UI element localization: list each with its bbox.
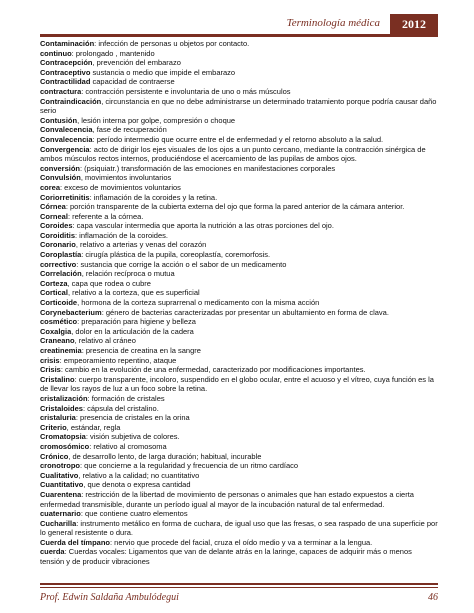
glossary-definition: : que concierne a la regularidad y frecuencia de un ritmo cardíaco bbox=[80, 461, 299, 471]
glossary-definition: : visión subjetiva de colores. bbox=[85, 432, 180, 442]
glossary-term: Coroplastía bbox=[40, 250, 82, 260]
glossary-entry bbox=[40, 432, 438, 442]
glossary-definition: , relativo al cráneo bbox=[74, 336, 136, 346]
glossary-definition: , movimientos involuntarios bbox=[80, 173, 172, 183]
glossary-definition: : Cuerdas vocales: Ligamentos que van de delante atrás en la laringe, capaces de adquirir más o menos tensión y de producir vibraciones bbox=[40, 547, 412, 567]
glossary-entry bbox=[40, 317, 438, 327]
glossary-entry bbox=[40, 183, 438, 193]
glossary-entry bbox=[40, 231, 438, 241]
glossary-entry bbox=[40, 480, 438, 490]
glossary-term: crisis bbox=[40, 355, 60, 365]
glossary-definition: , prevención del embarazo bbox=[92, 58, 181, 68]
glossary-term: Coroides bbox=[40, 221, 73, 231]
glossary-definition: : exceso de movimientos voluntarios bbox=[60, 182, 181, 192]
glossary-entry bbox=[40, 423, 438, 433]
glossary-definition: : prolongado , mantenido bbox=[71, 48, 155, 58]
glossary-definition: : cuerpo transparente, incoloro, suspendido en el globo ocular, entre el acuoso y el vítreo, cuya función es la de llevar los rayos de luz a un foco sobre la retina. bbox=[40, 374, 434, 394]
glossary-term: Coriorretinitis bbox=[40, 192, 90, 202]
footer-divider bbox=[40, 583, 438, 585]
glossary-definition: , relativo a la corteza, que es superficial bbox=[67, 288, 200, 298]
glossary-term: contractura bbox=[40, 86, 82, 96]
glossary-term: Cortical bbox=[40, 288, 68, 298]
glossary-entry bbox=[40, 442, 438, 452]
glossary-definition: : preparación para higiene y belleza bbox=[77, 317, 196, 327]
glossary-entry bbox=[40, 404, 438, 414]
glossary-entry bbox=[40, 519, 438, 538]
glossary-term: Cualitativo bbox=[40, 470, 79, 480]
glossary-definition: , estándar, regla bbox=[66, 422, 121, 432]
glossary-entry bbox=[40, 461, 438, 471]
glossary-term: cristaluria bbox=[40, 413, 76, 423]
glossary-entry bbox=[40, 547, 438, 566]
glossary-entry bbox=[40, 538, 438, 548]
glossary-entry bbox=[40, 327, 438, 337]
glossary-entry bbox=[40, 164, 438, 174]
glossary-definition: : presencia de cristales en la orina bbox=[75, 413, 190, 423]
glossary-term: Convalecencia bbox=[40, 125, 93, 135]
glossary-definition: : inflamación de la coroides y la retina. bbox=[89, 192, 218, 202]
glossary-term: Coronario bbox=[40, 240, 76, 250]
glossary-entry bbox=[40, 116, 438, 126]
glossary-entry bbox=[40, 490, 438, 509]
glossary-entry bbox=[40, 77, 438, 87]
glossary-term: corea bbox=[40, 182, 61, 192]
glossary-term: Contaminación bbox=[40, 39, 95, 48]
glossary-term: conversión bbox=[40, 163, 81, 173]
glossary-term: Cucharilla bbox=[40, 518, 77, 528]
page-header bbox=[40, 14, 438, 37]
glossary-term: cristalización bbox=[40, 393, 88, 403]
glossary-entry bbox=[40, 452, 438, 462]
glossary-entry bbox=[40, 356, 438, 366]
glossary-entry bbox=[40, 145, 438, 164]
glossary-entry bbox=[40, 260, 438, 270]
glossary-term: Coroiditis bbox=[40, 230, 75, 240]
glossary-entry bbox=[40, 308, 438, 318]
glossary-term: creatinemia bbox=[40, 346, 82, 355]
glossary-definition: : restricción de la libertad de movimiento de personas o animales que han estado expuestos a cierta enfermedad transmisible, durante un período igual al mayor de la incubación natural de tal enfermedad. bbox=[40, 489, 414, 509]
glossary-entry bbox=[40, 394, 438, 404]
glossary-entry bbox=[40, 250, 438, 260]
glossary-definition: , que denota o expresa cantidad bbox=[83, 480, 191, 490]
glossary-term: Corynebacterium bbox=[40, 307, 102, 317]
glossary-entry bbox=[40, 288, 438, 298]
glossary-definition: , relativo a arterias y venas del corazón bbox=[75, 240, 207, 250]
glossary-list bbox=[40, 39, 438, 567]
glossary-definition: : contracción persistente e involuntaria de uno o más músculos bbox=[81, 86, 291, 96]
glossary-term: Convergencia bbox=[40, 144, 90, 154]
glossary-term: Cristalino bbox=[40, 374, 75, 384]
glossary-term: Criterio bbox=[40, 422, 67, 432]
glossary-definition: , circunstancia en que no debe administrarse un determinado tratamiento porque podría causar daño serio bbox=[40, 96, 437, 116]
glossary-term: cosmético bbox=[40, 317, 78, 327]
glossary-definition: , relativo a la calidad; no cuantitativo bbox=[78, 470, 200, 480]
glossary-term: Corteza bbox=[40, 278, 68, 288]
glossary-definition: : nervio que procede del facial, cruza el oído medio y va a terminar a la lengua. bbox=[110, 537, 373, 547]
glossary-definition: , capa que rodea o cubre bbox=[67, 278, 151, 288]
glossary-entry bbox=[40, 298, 438, 308]
glossary-term: Cuerda del tímpano bbox=[40, 537, 111, 547]
glossary-definition: : porción transparente de la cubierta externa del ojo que forma la pared anterior de la cámara anterior. bbox=[65, 202, 405, 212]
glossary-definition: : que contiene cuatro elementos bbox=[80, 509, 188, 519]
glossary-term: cromosómico bbox=[40, 441, 90, 451]
glossary-definition: : inflamación de la coroides. bbox=[75, 230, 168, 240]
glossary-term: Crisis bbox=[40, 365, 61, 375]
glossary-entry bbox=[40, 49, 438, 59]
glossary-term: Contusión bbox=[40, 115, 78, 125]
glossary-entry bbox=[40, 135, 438, 145]
glossary-term: Contraindicación bbox=[40, 96, 102, 106]
glossary-term: Contracepción bbox=[40, 58, 93, 68]
page-number: 46 bbox=[428, 592, 438, 603]
glossary-term: Cromatopsia bbox=[40, 432, 86, 442]
glossary-definition: : sustancia que corrige la acción o el sabor de un medicamento bbox=[76, 259, 287, 269]
glossary-entry bbox=[40, 375, 438, 394]
glossary-definition: , fase de recuperación bbox=[92, 125, 167, 135]
glossary-definition: , relación recíproca o mutua bbox=[81, 269, 175, 279]
glossary-term: Contraceptivo bbox=[40, 67, 91, 77]
glossary-entry bbox=[40, 240, 438, 250]
glossary-entry bbox=[40, 125, 438, 135]
glossary-term: Convalecencia bbox=[40, 134, 93, 144]
glossary-entry bbox=[40, 336, 438, 346]
glossary-entry bbox=[40, 365, 438, 375]
glossary-entry bbox=[40, 173, 438, 183]
glossary-term: Correlación bbox=[40, 269, 82, 279]
glossary-entry bbox=[40, 413, 438, 423]
glossary-term: Corneal bbox=[40, 211, 68, 221]
glossary-entry bbox=[40, 193, 438, 203]
glossary-term: Cristaloides bbox=[40, 403, 83, 413]
glossary-definition: , hormona de la corteza suprarrenal o medicamento con la misma acción bbox=[77, 298, 320, 308]
glossary-entry bbox=[40, 346, 438, 356]
glossary-entry bbox=[40, 58, 438, 68]
glossary-definition: : período intermedio que ocurre entre el de enfermedad y el retorno absoluto a la salud. bbox=[92, 134, 384, 144]
glossary-definition: : cambio en la evolución de una enfermedad, caracterizado por modificaciones importantes. bbox=[60, 365, 366, 375]
footer-author: Prof. Edwin Saldaña Ambulódegui bbox=[40, 592, 179, 603]
header-year: 2012 bbox=[390, 14, 438, 34]
glossary-entry bbox=[40, 221, 438, 231]
glossary-definition: : presencia de creatina en la sangre bbox=[81, 346, 201, 355]
glossary-term: Craneano bbox=[40, 336, 75, 346]
glossary-definition: : cirugía plástica de la pupila, coreoplastía, coremorfosis. bbox=[81, 250, 271, 260]
glossary-entry bbox=[40, 39, 438, 49]
glossary-definition: : acto de dirigir los ejes visuales de los ojos a un punto cercano, mediante la contracción sinérgica de ambos músculos rectos internos, produciéndose el acercamiento de las pupilas de ambos ojos. bbox=[40, 144, 426, 164]
glossary-entry bbox=[40, 279, 438, 289]
glossary-term: Coxalgia bbox=[40, 326, 72, 336]
glossary-term: Crónico bbox=[40, 451, 69, 461]
glossary-term: cuerda bbox=[40, 547, 65, 557]
glossary-entry bbox=[40, 509, 438, 519]
glossary-term: Corticoide bbox=[40, 298, 78, 308]
glossary-definition: : cápsula del cristalino. bbox=[82, 403, 159, 413]
glossary-definition: : empeoramiento repentino, ataque bbox=[59, 355, 177, 365]
glossary-definition: sustancia o medio que impide el embarazo bbox=[90, 67, 236, 77]
glossary-entry bbox=[40, 202, 438, 212]
glossary-entry bbox=[40, 212, 438, 222]
glossary-definition: , lesión interna por golpe, compresión o choque bbox=[77, 115, 236, 125]
footer-divider-thin bbox=[40, 587, 438, 588]
glossary-definition: , de desarrollo lento, de larga duración; habitual, incurable bbox=[68, 451, 262, 461]
glossary-definition: : relativo al cromosoma bbox=[89, 441, 167, 451]
glossary-term: Convulsión bbox=[40, 173, 81, 183]
glossary-definition: : género de bacterias caracterizadas por presentar un abultamiento en forma de clava. bbox=[101, 307, 389, 317]
glossary-definition: : instrumento metálico en forma de cuchara, de igual uso que las fresas, o sea raspado de una superficie por lo general resistente o dura. bbox=[40, 518, 438, 538]
glossary-entry bbox=[40, 87, 438, 97]
glossary-term: correctivo bbox=[40, 259, 77, 269]
glossary-definition: : referente a la córnea. bbox=[67, 211, 144, 221]
glossary-term: Contractilidad bbox=[40, 77, 91, 87]
glossary-term: Córnea bbox=[40, 202, 66, 212]
glossary-definition: : infección de personas u objetos por contacto. bbox=[94, 39, 250, 48]
glossary-entry bbox=[40, 471, 438, 481]
glossary-entry bbox=[40, 269, 438, 279]
glossary-definition: : (psiquiatr.) transformación de las emociones en manifestaciones corporales bbox=[80, 163, 336, 173]
glossary-entry bbox=[40, 68, 438, 78]
glossary-definition: capacidad de contraerse bbox=[90, 77, 175, 87]
glossary-definition: : capa vascular intermedia que aporta la nutrición a las otras porciones del ojo. bbox=[72, 221, 334, 231]
glossary-term: Cuarentena bbox=[40, 489, 82, 499]
glossary-term: continuo bbox=[40, 48, 72, 58]
glossary-definition: , dolor en la articulación de la cadera bbox=[71, 326, 194, 336]
glossary-term: Cuantitativo bbox=[40, 480, 84, 490]
glossary-entry bbox=[40, 97, 438, 116]
glossary-term: cronotropo bbox=[40, 461, 80, 471]
glossary-term: cuaternario bbox=[40, 509, 81, 519]
glossary-definition: : formación de cristales bbox=[87, 393, 165, 403]
header-title: Terminología médica bbox=[286, 17, 380, 29]
